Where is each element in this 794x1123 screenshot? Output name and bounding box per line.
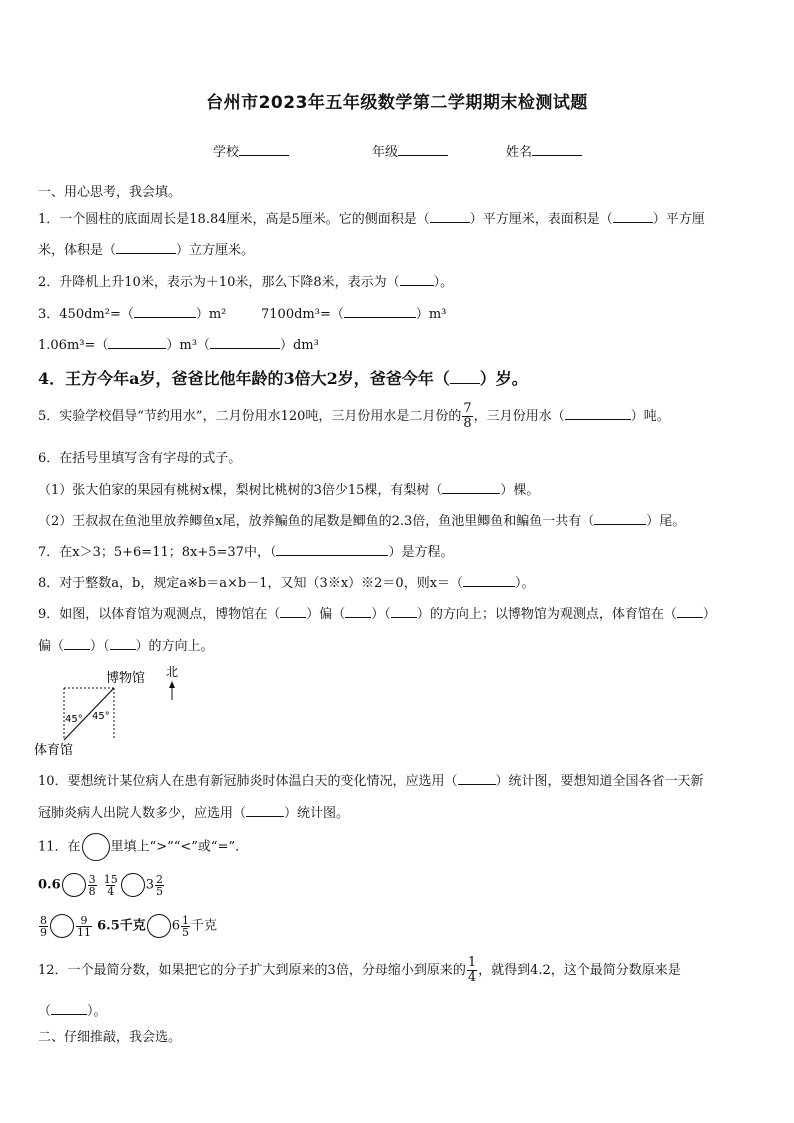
answer-blank[interactable] [280,604,306,618]
question-6-stem: 6．在括号里填写含有字母的式子。 [38,451,242,466]
answer-blank[interactable] [345,604,371,618]
answer-blank[interactable] [108,335,166,349]
answer-blank[interactable] [391,604,417,618]
answer-blank[interactable] [463,573,515,587]
answer-blank[interactable] [594,511,646,525]
question-11-row-1: 0.6 $\frac{3}{8}$ $\frac{15}{4}$ 3 $\frac{2}{5}$ [38,872,164,898]
question-1-line-2: 米，体积是（ ）立方厘米。 [38,239,254,258]
answer-blank[interactable] [450,367,480,384]
answer-blank[interactable] [565,406,631,420]
question-9-line-1: 9．如图，以体育馆为观测点，博物馆在（ ）偏（ ）（ ）的方向上；以博物馆为观测点，体育馆在（ ） [38,603,716,622]
answer-blank[interactable] [344,304,416,318]
question-11-row-2: $\frac{8}{9}$ $\frac{9}{11}$ 6.5千克 6 $\frac{1}{5}$ 千克 [40,913,218,939]
answer-blank[interactable] [458,771,496,785]
fraction: $\frac{9}{11}$ [77,913,91,939]
angle-label-gym: 45° [65,714,83,725]
question-1-line-1: 1．一个圆柱的底面周长是18.84厘米，高是5厘米。它的侧面积是（ ）平方厘米，表面积是（ ）平方厘 [38,208,705,227]
name-label: 姓名 [506,145,533,160]
question-8: 8．对于整数a，b，规定a※b＝a×b－1，又知（3※x）※2＝0，则x＝（ ）。 [38,572,535,591]
comparison-circle[interactable] [62,873,86,897]
museum-label: 博物馆 [106,671,146,686]
answer-blank[interactable] [110,636,136,650]
fraction: $\frac{7}{8}$ [463,401,472,431]
question-9-line-2: 偏（ ）（ ）的方向上。 [38,635,214,654]
question-10-line-2: 冠肺炎病人出院人数多少，应选用（ ）统计图。 [38,802,349,821]
question-6-part-1: （1）张大伯家的果园有桃树x棵，梨树比桃树的3倍少15棵，有梨树（ ）棵。 [38,479,539,498]
answer-blank[interactable] [430,209,470,223]
question-2: 2．升降机上升10米，表示为＋10米，那么下降8米，表示为（ ）。 [38,271,453,290]
answer-blank[interactable] [134,304,196,318]
grade-label: 年级 [372,145,399,160]
grade-blank[interactable] [398,142,448,156]
section-1-heading: 一、用心思考，我会填。 [38,185,182,200]
comparison-circle[interactable] [147,914,171,938]
question-7: 7．在x＞3；5+6=11；8x+5=37中，（ ）是方程。 [38,541,453,560]
question-5: 5．实验学校倡导“节约用水”，二月份用水120吨，三月份用水是二月份的 $\frac{7}{8}$ ，三月份用水（ ）吨。 [38,401,670,431]
school-label: 学校 [213,145,240,160]
question-12-line-2: （ ）。 [38,1000,107,1019]
fraction: $\frac{1}{5}$ [182,913,190,939]
section-2-heading: 二、仔细推敲，我会选。 [38,1030,182,1045]
gym-label: 体育馆 [34,743,74,758]
fraction: $\frac{2}{5}$ [156,872,164,898]
page-title: 台州市2023年五年级数学第二学期期末检测试题 [206,93,588,113]
north-arrowhead-icon [169,681,175,688]
fraction: $\frac{8}{9}$ [40,913,47,939]
north-label: 北 [166,665,179,679]
answer-blank[interactable] [613,209,653,223]
question-3-part-2: 7100dm³=（ ）m³ [261,303,446,322]
answer-blank[interactable] [276,542,388,556]
fraction: $\frac{3}{8}$ [88,872,96,898]
question-3-line-1: 3．450dm²=（ ）m² [38,303,226,322]
answer-blank[interactable] [677,604,703,618]
name-field[interactable] [506,141,582,160]
question-4: 4．王方今年a岁，爸爸比他年龄的3倍大2岁，爸爸今年（ ）岁。 [38,369,528,388]
question-10-line-1: 10．要想统计某位病人在患有新冠肺炎时体温白天的变化情况，应选用（ ）统计图，要想知道全国各省一天新 [38,770,704,789]
answer-blank[interactable] [442,480,500,494]
name-blank[interactable] [532,142,582,156]
question-12-line-1: 12．一个最简分数，如果把它的分子扩大到原来的3倍，分母缩小到原来的 $\frac{1}{4}$ ，就得到4.2，这个最简分数原来是 [38,955,681,985]
direction-diagram [34,660,194,760]
fraction: $\frac{1}{4}$ [467,955,477,985]
answer-blank[interactable] [64,636,90,650]
question-6-part-2: （2）王叔叔在鱼池里放养鲫鱼x尾，放养鳊鱼的尾数是鲫鱼的2.3倍，鱼池里鲫鱼和鳊鱼一共有（ ）尾。 [38,510,685,529]
comparison-circle[interactable] [50,914,74,938]
school-blank[interactable] [239,142,289,156]
answer-blank[interactable] [210,335,280,349]
question-3-line-2: 1.06m³=（ ）m³（ ）dm³ [38,334,319,353]
answer-blank[interactable] [51,1001,87,1015]
answer-blank[interactable] [246,803,284,817]
answer-blank[interactable] [116,240,176,254]
answer-blank[interactable] [400,272,434,286]
grade-field[interactable] [372,141,448,160]
comparison-circle[interactable] [121,873,145,897]
angle-label-museum: 45° [92,711,110,722]
fraction: $\frac{15}{4}$ [103,872,118,898]
school-field[interactable] [213,141,289,160]
question-11-stem: 11．在 里填上“>”“<”或“=”． [38,833,248,861]
comparison-circle[interactable] [82,833,110,861]
